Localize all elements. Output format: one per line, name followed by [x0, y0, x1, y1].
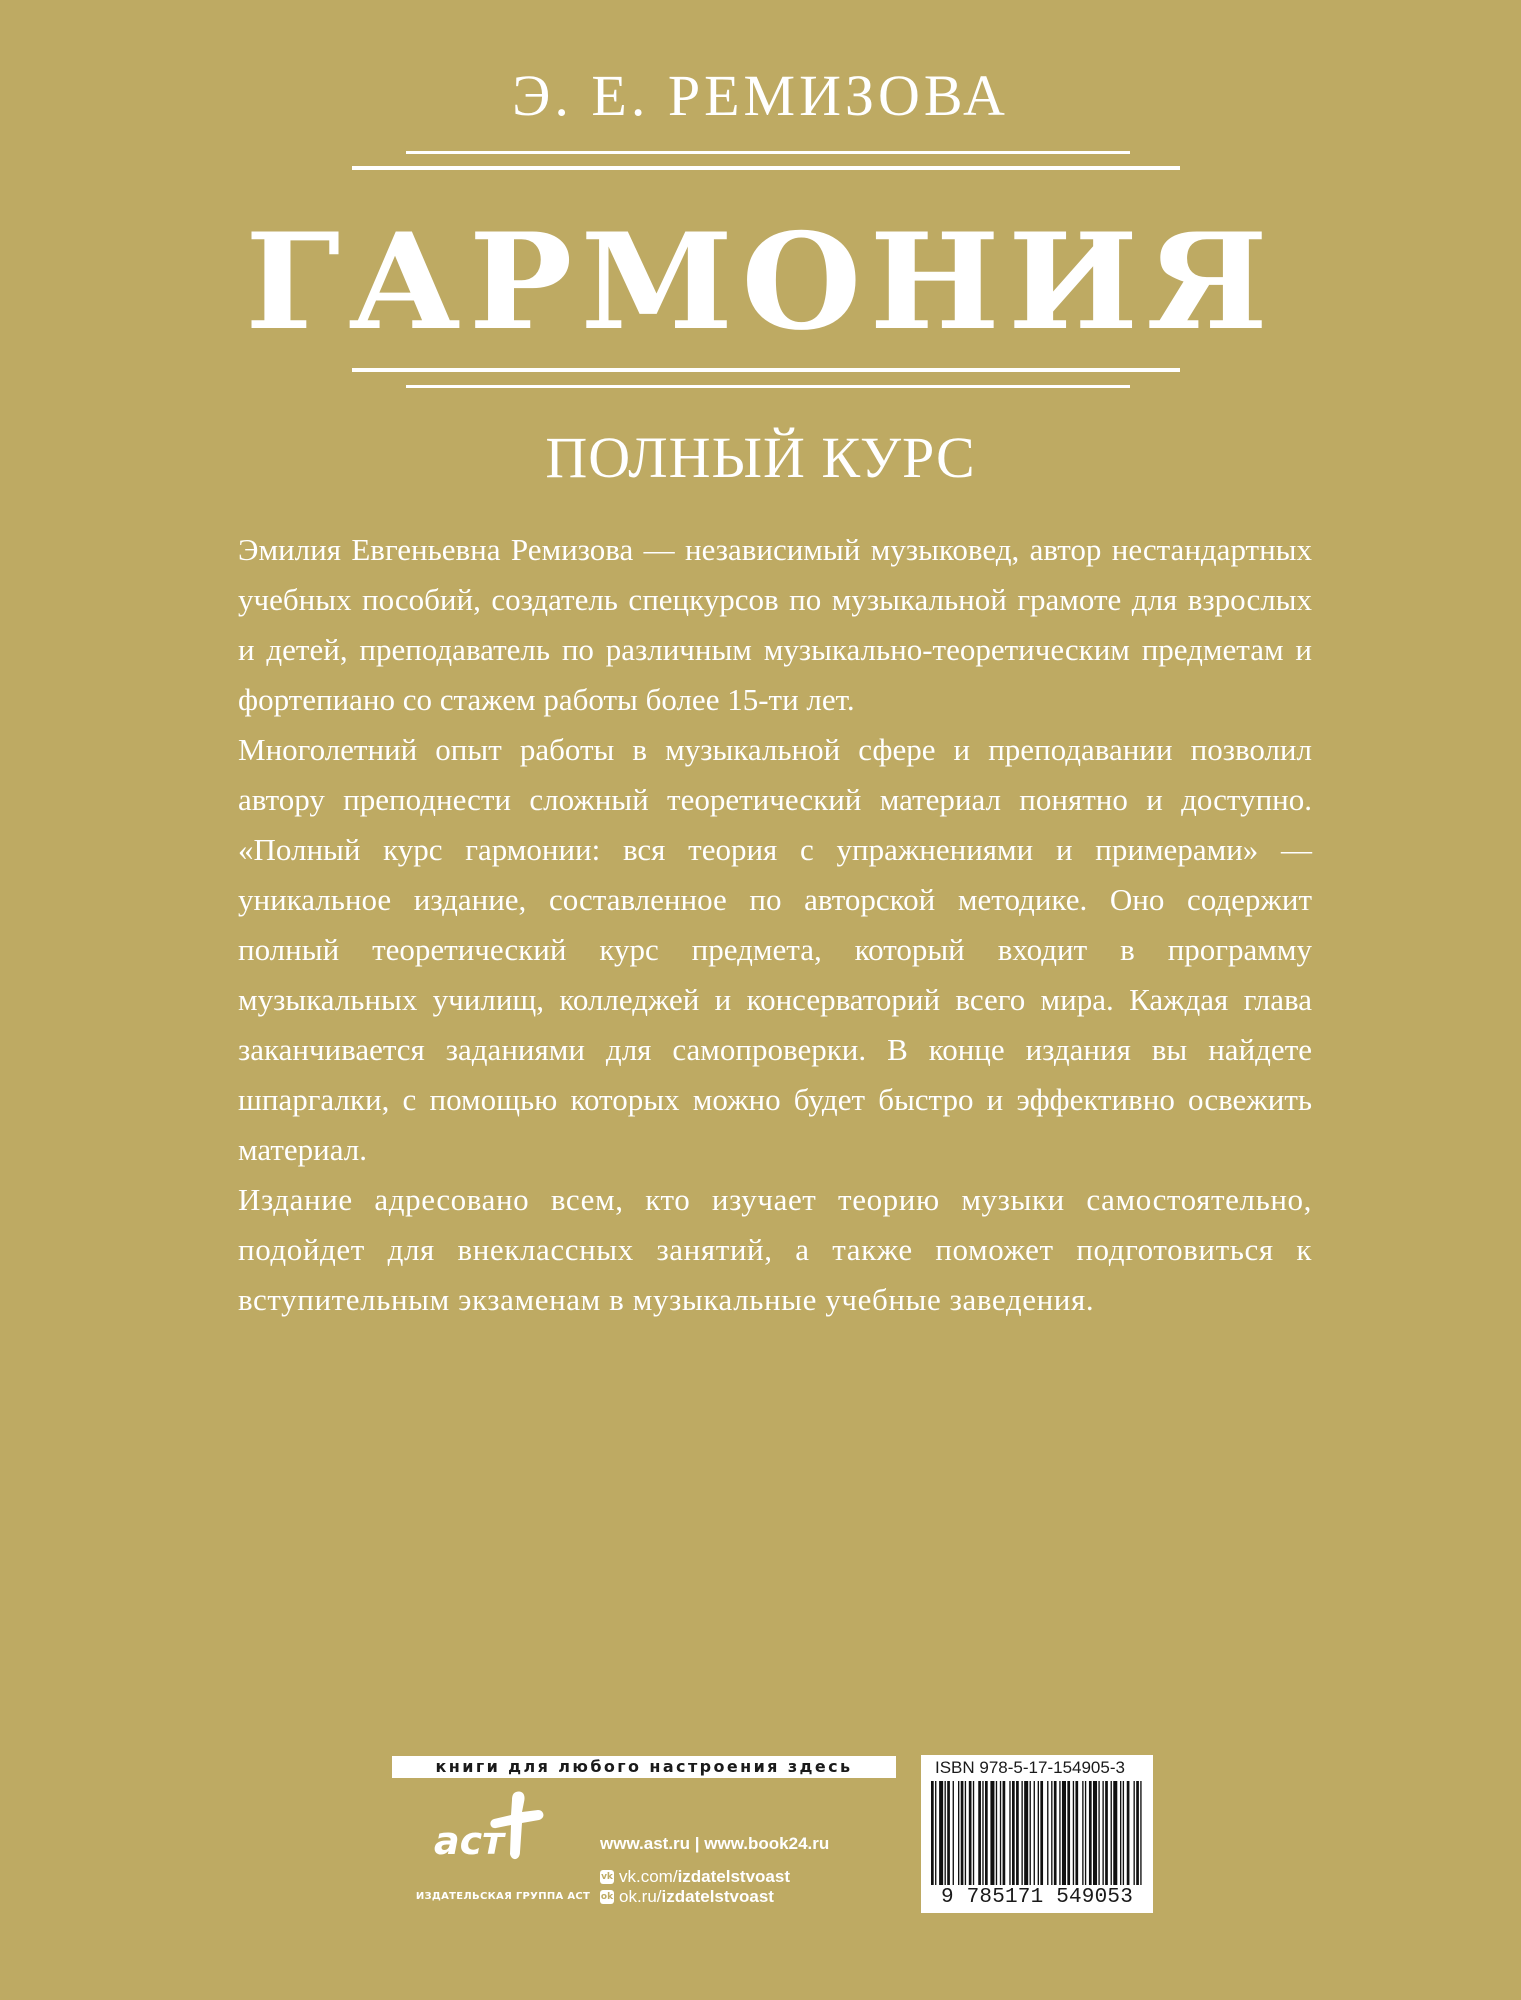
isbn-number: ISBN 978-5-17-154905-3 [935, 1758, 1125, 1777]
ok-icon: ok [600, 1892, 614, 1902]
barcode-icon [931, 1781, 1143, 1885]
description-paragraph: Издание адресовано всем, кто изучает теорию музыки самостоятельно, подойдет для внеклассных занятий, а также поможет подготовиться к вступительным экзаменам в музыкальные учебные заведения. [238, 1182, 1312, 1317]
slogan-banner: книги для любого настроения здесь [392, 1756, 896, 1778]
description-paragraph: Эмилия Евгеньевна Ремизова — независимый музыковед, автор нестандартных учебных пособий, создатель спецкурсов по музыкальной грамоте для взрослых и детей, преподаватель по различным музыкально-теоретическим предметам и фортепиано со стажем работы более 15-ти лет. [238, 532, 1312, 717]
ok-link[interactable] [600, 1887, 774, 1907]
ok-handle: izdatelstvoast [661, 1887, 774, 1906]
svg-text:аст: аст [434, 1819, 505, 1863]
vk-prefix: vk.com/ [619, 1867, 678, 1886]
isbn-block [921, 1755, 1153, 1913]
bottom-rule-thick [352, 368, 1180, 372]
barcode-digits: 9 785171 549053 [940, 1886, 1134, 1909]
description [238, 525, 1312, 1325]
ast-logo-icon [420, 1790, 570, 1870]
publisher-logo [420, 1790, 570, 1870]
top-rule-thick [352, 166, 1180, 170]
vk-icon: vk [601, 1872, 613, 1882]
book-subtitle: ПОЛНЫЙ КУРС [545, 425, 976, 490]
vk-link[interactable] [600, 1867, 790, 1887]
ok-prefix: ok.ru/ [619, 1887, 662, 1906]
website-links[interactable]: www.ast.ru | www.book24.ru [600, 1834, 830, 1853]
vk-handle: izdatelstvoast [677, 1867, 790, 1886]
author-name: Э. Е. РЕМИЗОВА [512, 63, 1009, 128]
bottom-rule-thin [406, 385, 1130, 388]
top-rule-thin [406, 151, 1130, 154]
publisher-name: ИЗДАТЕЛЬСКАЯ ГРУППА АСТ [415, 1891, 591, 1902]
description-paragraph: Многолетний опыт работы в музыкальной сфере и преподавании позволил автору преподнести сложный теоретический материал понятно и доступно. «Полный курс гармонии: вся теория с упражнениями и примерами» — уникальное издание, составленное по авторской методике. Оно содержит полный теоретический курс предмета, который входит в программу музыкальных училищ, колледжей и консерваторий всего мира. Каждая глава заканчивается заданиями для самопроверки. В конце издания вы найдете шпаргалки, с помощью которых можно будет быстро и эффективно освежить материал. [238, 732, 1312, 1167]
book-title: ГАРМОНИЯ [245, 203, 1276, 360]
